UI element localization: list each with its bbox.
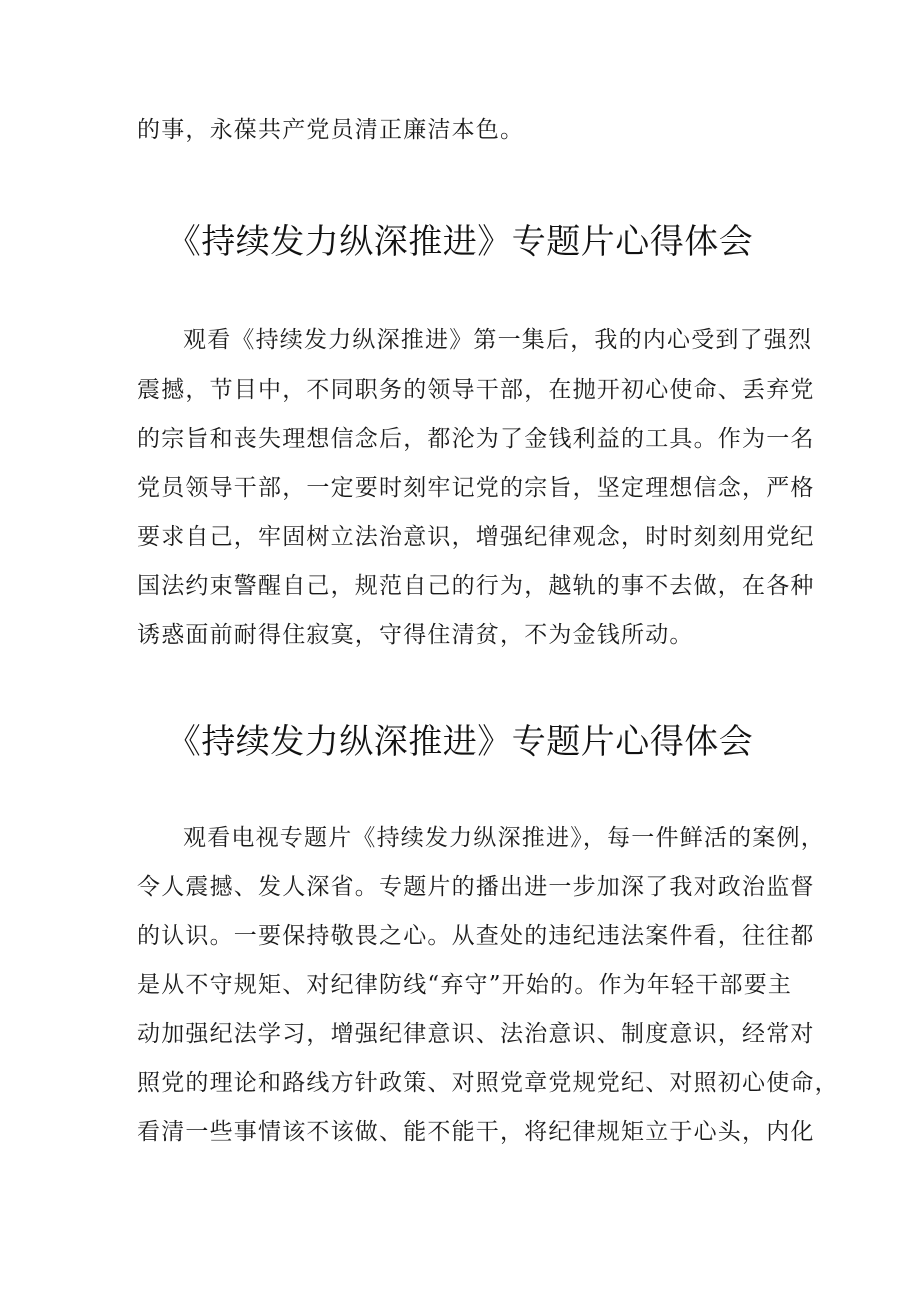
paragraph-line: 令人震撼、发人深省。专题片的播出进一步加深了我对政治监督 <box>137 874 815 900</box>
paragraph-line: 看清一些事情该不该做、能不能干，将纪律规矩立于心头，内化 <box>137 1119 815 1145</box>
section-title: 《持续发力纵深推进》专题片心得体会 <box>166 222 754 262</box>
paragraph-line: 的事，永葆共产党员清正廉洁本色。 <box>137 117 525 143</box>
paragraph-line: 要求自己，牢固树立法治意识，增强纪律观念，时时刻刻用党纪 <box>137 524 815 550</box>
paragraph-line: 党员领导干部，一定要时刻牢记党的宗旨，坚定理想信念，严格 <box>137 475 815 501</box>
section-title: 《持续发力纵深推进》专题片心得体会 <box>166 722 754 762</box>
paragraph-line: 的宗旨和丧失理想信念后，都沦为了金钱利益的工具。作为一名 <box>137 426 815 452</box>
paragraph-line: 诱惑面前耐得住寂寞，守得住清贫，不为金钱所动。 <box>137 622 694 648</box>
paragraph-line: 动加强纪法学习，增强纪律意识、法治意识、制度意识，经常对 <box>137 1021 815 1047</box>
paragraph-line: 国法约束警醒自己，规范自己的行为，越轨的事不去做，在各种 <box>137 573 815 599</box>
paragraph-line: 观看《持续发力纵深推进》第一集后，我的内心受到了强烈 <box>183 327 813 353</box>
paragraph-line: 震撼，节目中，不同职务的领导干部，在抛开初心使命、丢弃党 <box>137 377 815 403</box>
paragraph-line: 是从不守规矩、对纪律防线“弃守”开始的。作为年轻干部要主 <box>137 972 793 998</box>
paragraph-line: 观看电视专题片《持续发力纵深推进》，每一件鲜活的案例， <box>183 825 825 851</box>
paragraph-line: 的认识。一要保持敬畏之心。从查处的违纪违法案件看，往往都 <box>137 923 815 949</box>
paragraph-line: 照党的理论和路线方针政策、对照党章党规党纪、对照初心使命， <box>137 1070 839 1096</box>
